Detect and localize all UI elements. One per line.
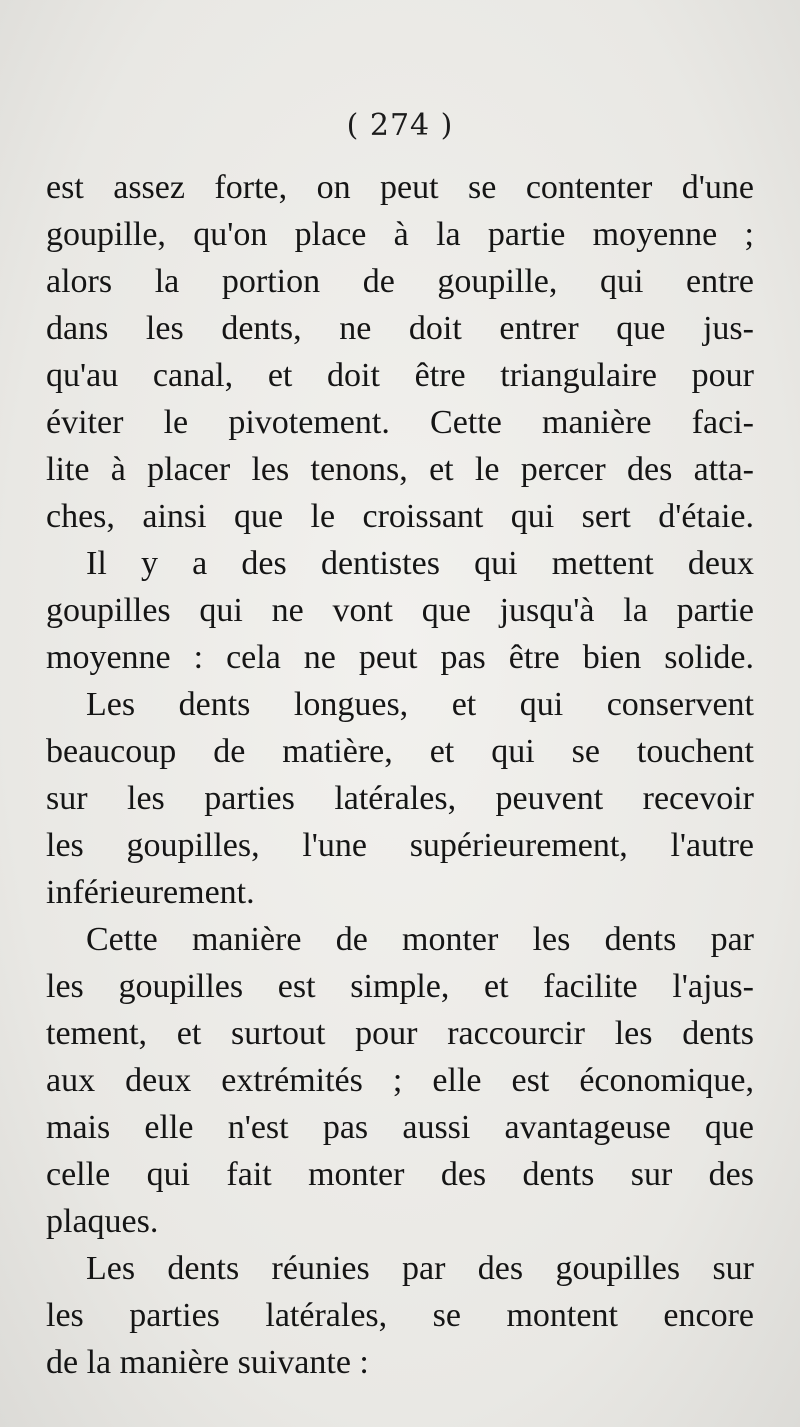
text-line: alors la portion de goupille, qui entre	[46, 263, 754, 300]
text-line: ches, ainsi que le croissant qui sert d'étaie.	[46, 498, 754, 535]
text-line: goupille, qu'on place à la partie moyenne ;	[46, 216, 754, 253]
text-line: éviter le pivotement. Cette manière faci-	[46, 404, 754, 441]
text-line: moyenne : cela ne peut pas être bien solide.	[46, 639, 754, 676]
text-line: inférieurement.	[46, 874, 255, 911]
text-line: est assez forte, on peut se contenter d'une	[46, 169, 754, 206]
text-line: goupilles qui ne vont que jusqu'à la partie	[46, 592, 754, 629]
text-line: dans les dents, ne doit entrer que jus-	[46, 310, 754, 347]
paragraph	[46, 681, 754, 916]
paragraph	[46, 164, 754, 540]
text-line: les goupilles est simple, et facilite l'ajus-	[46, 968, 754, 1005]
text-line: Il y a des dentistes qui mettent deux	[86, 545, 754, 582]
text-line: celle qui fait monter des dents sur des	[46, 1156, 754, 1193]
text-line: Les dents longues, et qui conservent	[86, 686, 754, 723]
text-line: qu'au canal, et doit être triangulaire pour	[46, 357, 754, 394]
text-line: aux deux extrémités ; elle est économique,	[46, 1062, 754, 1099]
page-number: ( 274 )	[346, 108, 454, 143]
text-line: Les dents réunies par des goupilles sur	[86, 1250, 754, 1287]
text-line: mais elle n'est pas aussi avantageuse que	[46, 1109, 754, 1146]
body-text	[46, 164, 754, 1386]
text-line: lite à placer les tenons, et le percer des atta-	[46, 451, 754, 488]
paragraph	[46, 916, 754, 1245]
paragraph	[46, 1245, 754, 1386]
text-line: les goupilles, l'une supérieurement, l'autre	[46, 827, 754, 864]
text-line: tement, et surtout pour raccourcir les dents	[46, 1015, 754, 1052]
text-line: Cette manière de monter les dents par	[86, 921, 754, 958]
text-line: beaucoup de matière, et qui se touchent	[46, 733, 754, 770]
paragraph	[46, 540, 754, 681]
text-line: sur les parties latérales, peuvent recevoir	[46, 780, 754, 817]
text-line: les parties latérales, se montent encore	[46, 1297, 754, 1334]
text-line: plaques.	[46, 1203, 159, 1240]
text-line: de la manière suivante :	[46, 1344, 369, 1381]
